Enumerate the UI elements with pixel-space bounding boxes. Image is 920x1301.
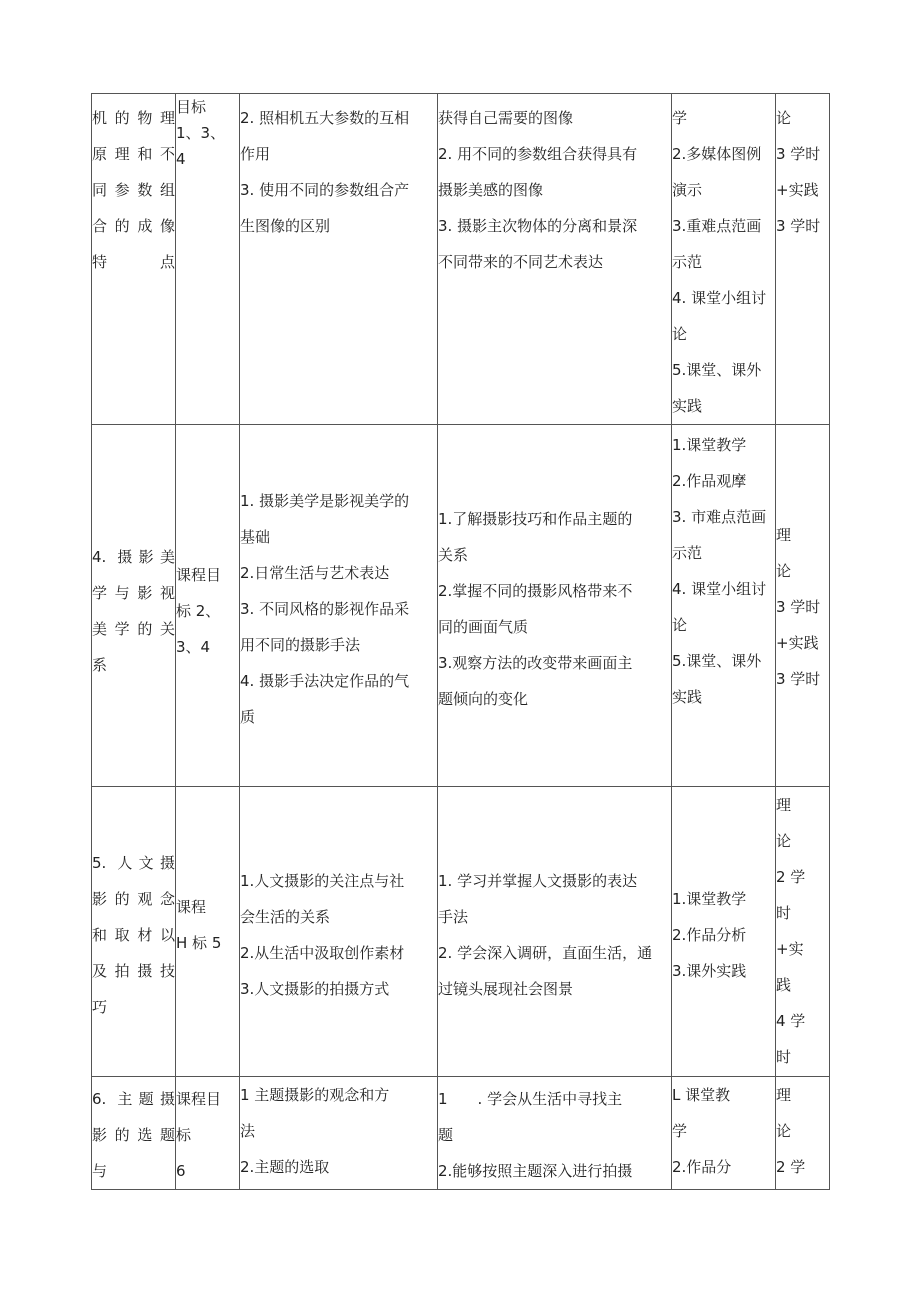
requirement-line: 同的画面气质 [438,618,529,636]
requirement-line: 2.掌握不同的摄影风格带来不 [438,582,633,600]
requirement-cell [438,425,672,787]
content-line: 3.人文摄影的拍摄方式 [240,980,390,998]
content-cell [240,787,438,1077]
topic-cell [92,1077,176,1190]
method-line: L 课堂教 [672,1086,731,1104]
content-line: 1.人文摄影的关注点与社 [240,872,405,890]
hours-line: 理 [776,1086,792,1104]
content-line: 法 [240,1122,256,1140]
requirement-line: 关系 [438,546,469,564]
requirement-line: 获得自己需要的图像 [438,109,574,127]
goal-line: 标 2、 [176,602,221,620]
goal-line: 1、3、 [176,124,226,142]
goal-line: 课程 [176,898,207,916]
method-line: 4. 课堂小组讨 [672,289,767,307]
requirement-line: 题倾向的变化 [438,690,529,708]
table-row [92,94,830,425]
syllabus-table [91,93,830,1190]
topic-line: 机的物理 [92,109,175,127]
goal-line: 4 [176,150,186,168]
method-line: 示范 [672,544,703,562]
topic-line: 系 [92,656,108,674]
goal-line: 3、4 [176,638,211,656]
method-line: 2.作品分 [672,1158,732,1176]
hours-line: 3 学时 [776,217,821,235]
topic-line: 影的选题 [92,1126,175,1144]
goal-line: H 标 5 [176,934,222,952]
method-line: 3.课外实践 [672,962,747,980]
content-line: 用不同的摄影手法 [240,636,361,654]
content-line: 2.日常生活与艺术表达 [240,564,390,582]
method-line: 学 [672,109,688,127]
hours-line: +实践 [776,634,819,652]
hours-line: 理 [776,796,792,814]
method-line: 论 [672,616,688,634]
topic-line: 学与影视 [92,584,175,602]
requirement-line: 不同带来的不同艺术表达 [438,253,604,271]
method-line: 2.多媒体图例 [672,145,762,163]
topic-line: 4. 摄影美 [92,548,175,566]
hours-line: 时 [776,904,792,922]
hours-line: 3 学时 [776,145,821,163]
content-line: 作用 [240,145,271,163]
requirement-cell [438,787,672,1077]
method-cell [672,787,776,1077]
topic-line: 6. 主题摄 [92,1090,175,1108]
content-cell [240,425,438,787]
goal-line: 目标 [176,98,207,116]
content-line: 3. 使用不同的参数组合产 [240,181,410,199]
hours-line: +实 [776,940,804,958]
topic-line: 及拍摄技 [92,962,175,980]
goal-line: 课程目 [176,566,222,584]
hours-line: 论 [776,562,792,580]
method-line: 4. 课堂小组讨 [672,580,767,598]
topic-line: 5. 人文摄 [92,854,175,872]
method-cell [672,425,776,787]
goal-cell [176,94,240,425]
content-line: 3. 不同风格的影视作品采 [240,600,410,618]
method-line: 示范 [672,253,703,271]
method-line: 5.课堂、课外 [672,652,762,670]
topic-line: 与 [92,1162,108,1180]
hours-line: 4 学 [776,1012,806,1030]
method-line: 2.作品分析 [672,926,747,944]
method-cell [672,94,776,425]
goal-cell [176,1077,240,1190]
hours-line: 践 [776,976,792,994]
hours-line: 2 学 [776,1158,806,1176]
method-line: 3.重难点范画 [672,217,762,235]
method-line: 演示 [672,181,703,199]
topic-cell [92,94,176,425]
requirement-line: 题 [438,1126,454,1144]
method-line: 论 [672,325,688,343]
hours-line: 论 [776,832,792,850]
requirement-line: 1. 学习并掌握人文摄影的表达 [438,872,638,890]
hours-line: 论 [776,1122,792,1140]
requirement-line: 2.能够按照主题深入进行拍摄 [438,1162,633,1180]
requirement-line: 过镜头展现社会图景 [438,980,574,998]
method-line: 3. 市难点范画 [672,508,767,526]
topic-line: 原理和不 [92,145,175,163]
hours-cell [776,94,830,425]
content-line: 1 主题摄影的观念和方 [240,1086,390,1104]
goal-cell [176,787,240,1077]
hours-line: 论 [776,109,792,127]
requirement-line: 1 . 学会从生活中寻找主 [438,1090,623,1108]
topic-line: 同参数组 [92,181,175,199]
content-line: 质 [240,708,256,726]
method-line: 实践 [672,688,703,706]
method-line: 2.作品观摩 [672,472,747,490]
table-row [92,425,830,787]
requirement-line: 1.了解摄影技巧和作品主题的 [438,510,633,528]
goal-line: 6 [176,1162,186,1180]
topic-line: 和取材以 [92,926,175,944]
hours-cell [776,425,830,787]
content-line: 生图像的区别 [240,217,331,235]
goal-line: 标 [176,1126,192,1144]
hours-cell [776,1077,830,1190]
method-line: 1.课堂教学 [672,890,747,908]
requirement-line: 手法 [438,908,469,926]
hours-line: 时 [776,1048,792,1066]
content-line: 会生活的关系 [240,908,331,926]
table-row [92,787,830,1077]
content-cell [240,94,438,425]
topic-line: 特点 [92,253,175,271]
content-line: 2.主题的选取 [240,1158,330,1176]
hours-line: 理 [776,526,792,544]
content-cell [240,1077,438,1190]
requirement-line: 2. 学会深入调研，直面生活，通 [438,944,653,962]
requirement-line: 3. 摄影主次物体的分离和景深 [438,217,638,235]
topic-line: 合的成像 [92,217,175,235]
content-line: 基础 [240,528,271,546]
requirement-line: 摄影美感的图像 [438,181,544,199]
content-line: 2.从生活中汲取创作素材 [240,944,405,962]
method-line: 学 [672,1122,688,1140]
topic-cell [92,425,176,787]
hours-line: 2 学 [776,868,806,886]
requirement-cell [438,1077,672,1190]
content-line: 4. 摄影手法决定作品的气 [240,672,410,690]
topic-line: 美学的关 [92,620,175,638]
goal-line: 课程目 [176,1090,222,1108]
hours-line: 3 学时 [776,670,821,688]
topic-cell [92,787,176,1077]
content-line: 2. 照相机五大参数的互相 [240,109,410,127]
method-line: 5.课堂、课外 [672,361,762,379]
requirement-line: 2. 用不同的参数组合获得具有 [438,145,638,163]
requirement-cell [438,94,672,425]
topic-line: 影的观念 [92,890,175,908]
content-line: 1. 摄影美学是影视美学的 [240,492,410,510]
hours-line: +实践 [776,181,819,199]
table-row [92,1077,830,1190]
method-cell [672,1077,776,1190]
requirement-line: 3.观察方法的改变带来画面主 [438,654,633,672]
topic-line: 巧 [92,998,108,1016]
goal-cell [176,425,240,787]
method-line: 实践 [672,397,703,415]
hours-line: 3 学时 [776,598,821,616]
method-line: 1.课堂教学 [672,436,747,454]
hours-cell [776,787,830,1077]
